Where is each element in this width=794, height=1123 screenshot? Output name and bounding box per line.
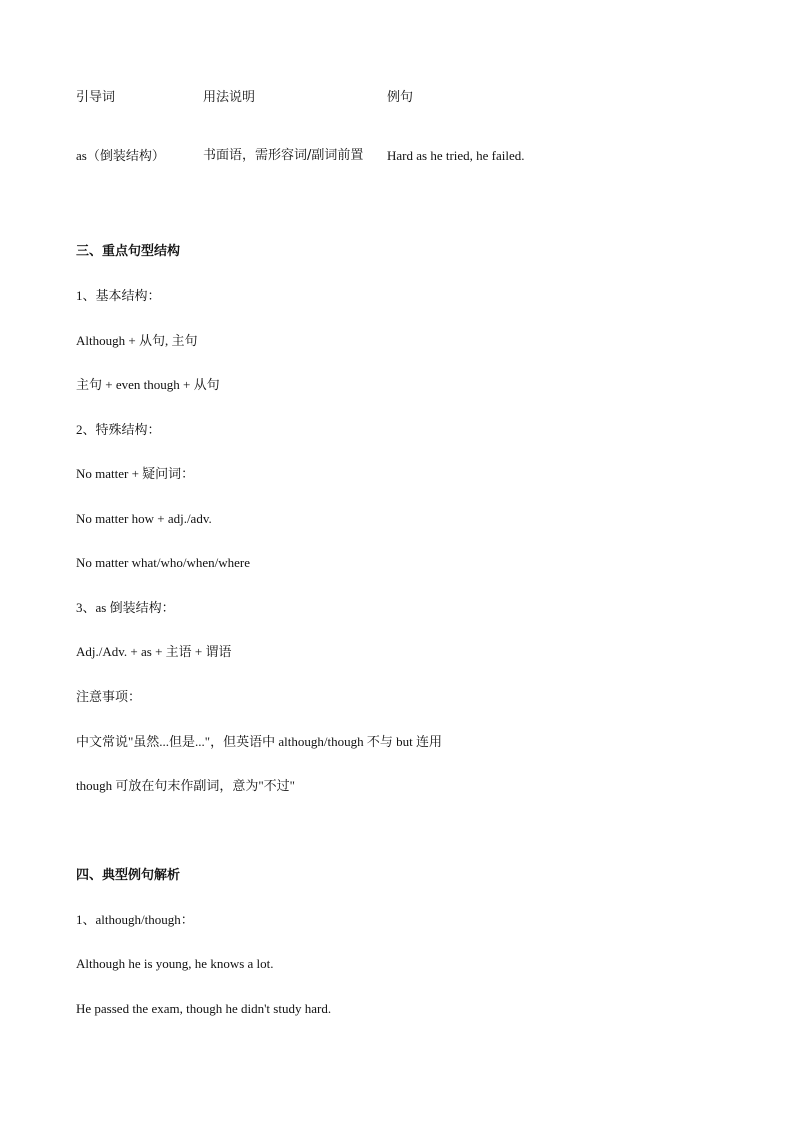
section-3-item-2-line-3: No matter what/who/when/where	[76, 555, 251, 570]
table-cell-example: Hard as he tried, he failed.	[387, 148, 525, 163]
section-4-example-2: He passed the exam, though he didn't study hard.	[76, 1001, 332, 1016]
section-4-example-1: Although he is young, he knows a lot.	[76, 956, 274, 971]
table-cell-conjunction: as（倒装结构）	[76, 148, 165, 163]
section-3-item-2-line-2: No matter how + adj./adv.	[76, 511, 212, 526]
table-cell-usage: 书面语，需形容词/副词前置	[203, 148, 364, 163]
table-row	[76, 147, 716, 165]
table-header-row	[76, 89, 716, 107]
section-3-item-2-line-1: No matter + 疑问词：	[76, 466, 195, 481]
table-header-conjunction: 引导词	[76, 90, 116, 105]
section-3-item-1-title: 1、基本结构：	[76, 288, 161, 303]
table-header-usage: 用法说明	[203, 90, 256, 105]
section-3-title: 三、重点句型结构	[76, 243, 181, 258]
section-3-item-1-line-2: 主句 + even though + 从句	[76, 377, 220, 392]
section-4-item-1-title: 1、although/though：	[76, 912, 194, 927]
section-3-item-3-line-1: Adj./Adv. + as + 主语 + 谓语	[76, 644, 232, 659]
section-3-item-1-line-1: Although + 从句, 主句	[76, 333, 198, 348]
section-3-notes-title: 注意事项：	[76, 689, 142, 704]
section-3-note-2: though 可放在句末作副词，意为"不过"	[76, 778, 295, 793]
section-3-note-1: 中文常说"虽然...但是..."，但英语中 although/though 不与 but 连用	[76, 734, 442, 749]
section-3-item-3-title: 3、as 倒装结构：	[76, 600, 175, 615]
section-3-item-2-title: 2、特殊结构：	[76, 422, 161, 437]
section-4-title: 四、典型例句解析	[76, 867, 181, 882]
table-header-example: 例句	[387, 90, 414, 105]
